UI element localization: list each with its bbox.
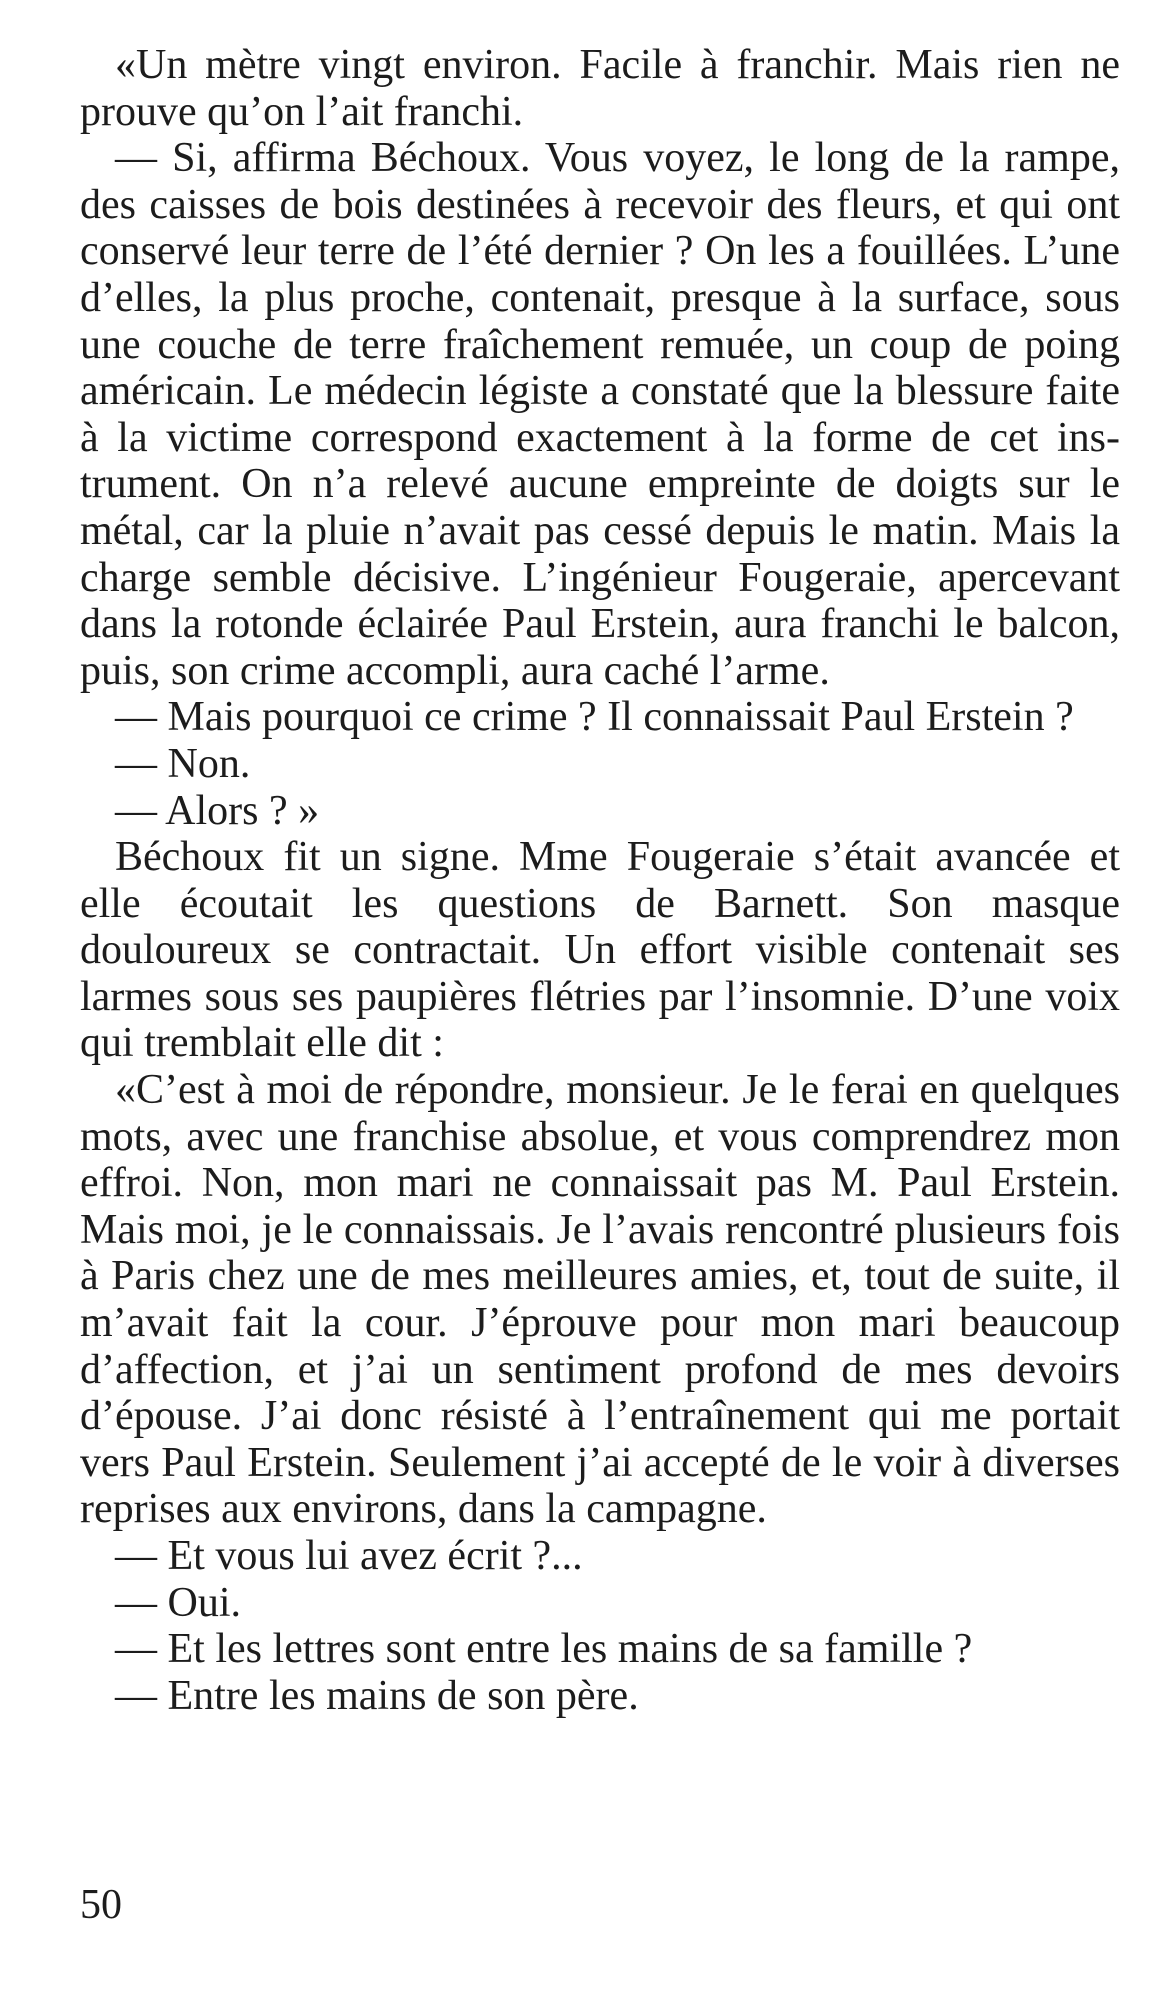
paragraph: «C’est à moi de répondre, monsieur. Je le ferai en quelques mots, avec une franchise absolue, et vous comprendrez mon effroi. Non, mon mari ne connaissait pas M. Paul Erstein. Mais moi, je le connaissais. Je l’avais rencontré plusieurs fois à Paris chez une de mes meilleures amies, et, tout de suite, il m’avait fait la cour. J’éprouve pour mon mari beaucoup d’affection, et j’ai un sentiment profond de mes devoirs d’épouse. J’ai donc résisté à l’entraînement qui me portait vers Paul Erstein. Seulement j’ai accepté de le voir à diverses reprises aux environs, dans la campagne. xyxy=(80,1067,1120,1533)
paragraph: — Et les lettres sont entre les mains de sa famille ? xyxy=(115,1626,973,1673)
paragraph: — Si, affirma Béchoux. Vous voyez, le long de la rampe, des caisses de bois destinées à recevoir des fleurs, et qui ont conservé leur terre de l’été dernier ? On les a fouillées. L’une d’elles, la plus proche, contenait, presque à la surface, sous une couche de terre fraîchement remuée, un coup de poing américain. Le médecin légiste a constaté que la blessure faite à la victime correspond exactement à la forme de cet instrument. On n’a relevé aucune empreinte de doigts sur le métal, car la pluie n’avait pas cessé depuis le matin. Mais la charge semble décisive. L’ingénieur Fougeraie, apercevant dans la rotonde éclairée Paul Erstein, aura franchi le balcon, puis, son crime accompli, aura caché l’arme. xyxy=(80,135,1120,694)
paragraph: — Et vous lui avez écrit ?... xyxy=(115,1533,583,1579)
paragraph: «Un mètre vingt environ. Facile à franchir. Mais rien ne prouve qu’on l’ait franchi. xyxy=(80,42,1120,135)
paragraph: Béchoux fit un signe. Mme Fougeraie s’était avancée et elle écoutait les questions de Barnett. Son masque douloureux se contractait. Un effort visible contenait ses larmes sous ses paupières flétries par l’insomnie. D’une voix qui tremblait elle dit : xyxy=(80,834,1120,1067)
paragraph: — Oui. xyxy=(115,1579,241,1626)
paragraph: — Entre les mains de son père. xyxy=(115,1672,639,1719)
paragraph: — Alors ? » xyxy=(115,787,320,834)
paragraph: — Mais pourquoi ce crime ? Il connaissait Paul Erstein ? xyxy=(115,694,1074,741)
page-body xyxy=(80,42,1120,1719)
page-number: 50 xyxy=(80,1882,122,1928)
paragraph: — Non. xyxy=(115,740,251,787)
